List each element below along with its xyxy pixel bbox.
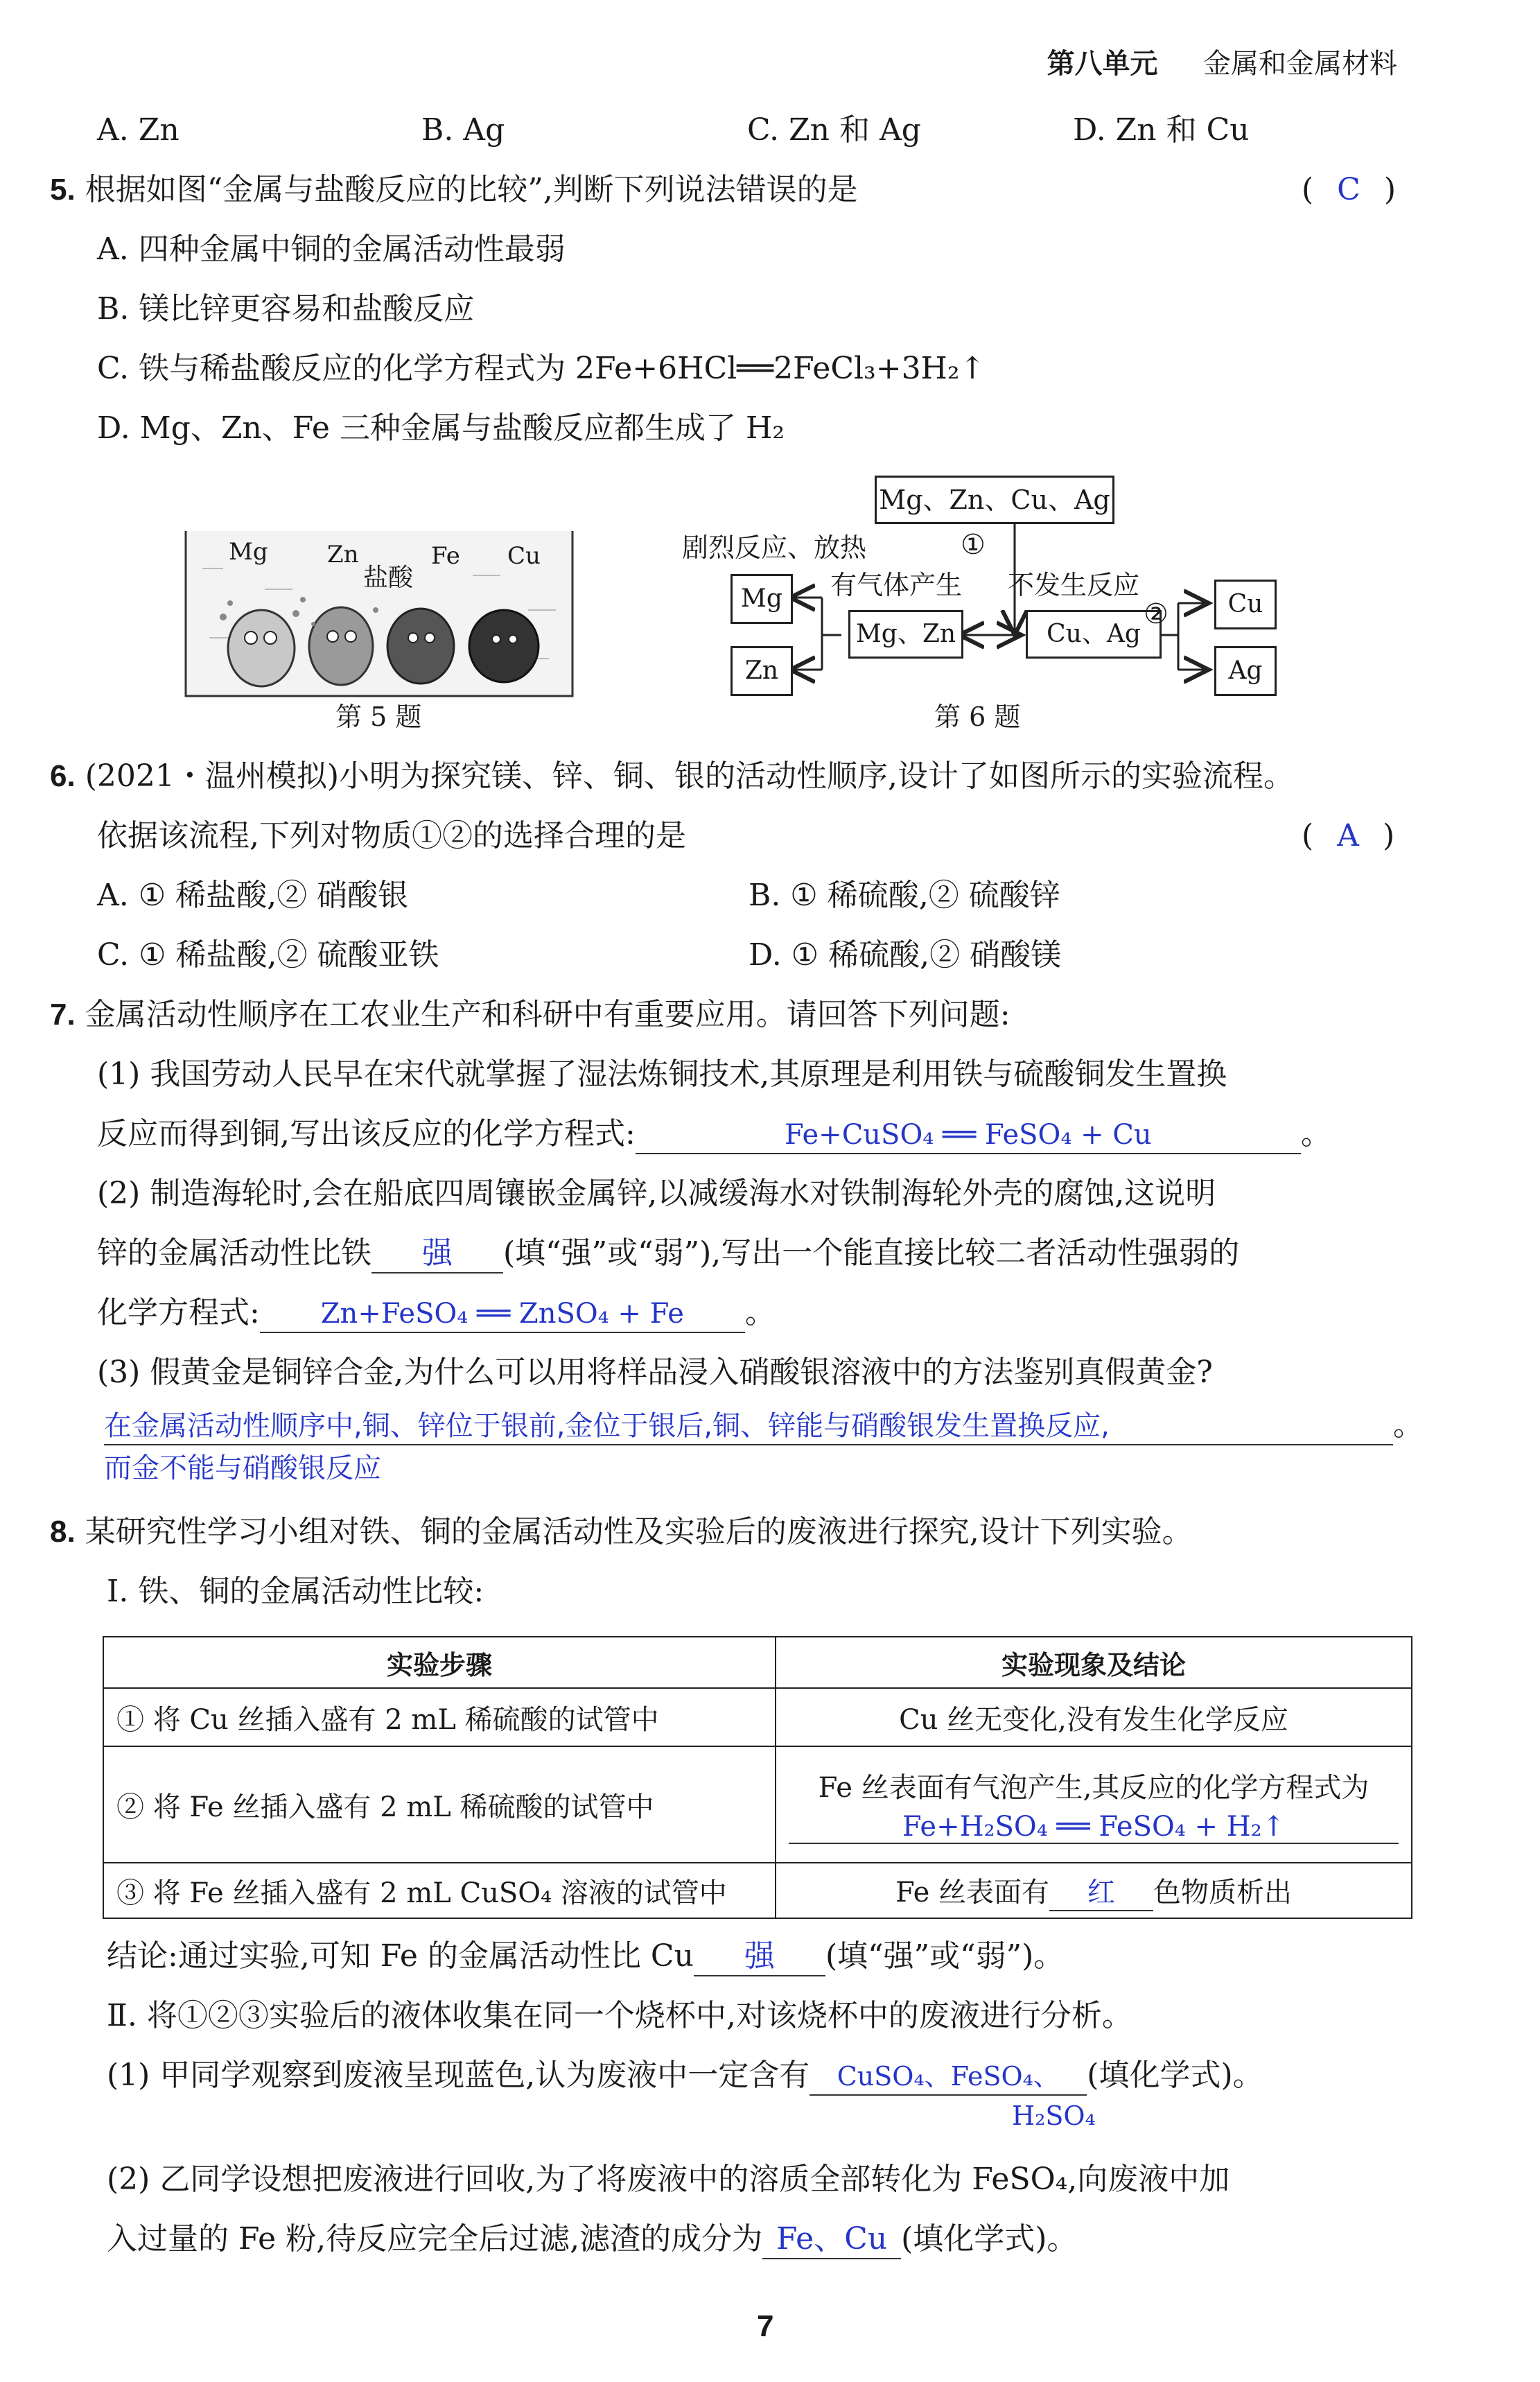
q7-part1-line2: 反应而得到铜,写出该反应的化学方程式: Fe+CuSO₄ ══ FeSO₄ + Cu 。 xyxy=(97,1116,1331,1154)
metal-label-fe: Fe xyxy=(431,542,460,570)
step-cell: ③ 将 Fe 丝插入盛有 2 mL CuSO₄ 溶液的试管中 xyxy=(103,1863,776,1918)
q8-part2-q2-answer: Fe、Cu xyxy=(776,2221,888,2257)
q5-option-a: A. 四种金属中铜的金属活动性最弱 xyxy=(97,232,566,267)
q6-stem-line2: 依据该流程,下列对物质①②的选择合理的是 xyxy=(97,818,686,853)
q5-stem-text: 根据如图“金属与盐酸反应的比较”,判断下列说法错误的是 xyxy=(85,172,858,207)
q8-stem xyxy=(50,1514,1193,1551)
q7-part2-answer2: Zn+FeSO₄ ══ ZnSO₄ + Fe xyxy=(320,1298,684,1330)
zn-character-icon xyxy=(309,607,373,685)
q8-part2-q1-answer1: CuSO₄、FeSO₄、 xyxy=(837,2061,1060,2092)
q5-option-d: D. Mg、Zn、Fe 三种金属与盐酸反应都生成了 H₂ xyxy=(97,410,785,446)
flow-box-all-metals: Mg、Zn、Cu、Ag xyxy=(875,476,1114,524)
q8-stem-text: 某研究性学习小组对铁、铜的金属活动性及实验后的废液进行探究,设计下列实验。 xyxy=(85,1514,1193,1549)
q7-part3-answer1: 在金属活动性顺序中,铜、锌位于银前,金位于银后,铜、锌能与硝酸银发生置换反应, xyxy=(104,1410,1110,1442)
q8-part2-q1: (1) 甲同学观察到废液呈现蓝色,认为废液中一定含有 CuSO₄、FeSO₄、 (填化学式)。 xyxy=(107,2058,1263,2096)
q5-answer-paren: ( C ) xyxy=(1302,172,1397,207)
mg-character-icon xyxy=(228,610,295,686)
cu-character-icon xyxy=(469,610,539,682)
q7-part2-line2: 锌的金属活动性比铁 强 (填“强”或“弱”),写出一个能直接比较二者活动性强弱的 xyxy=(97,1235,1239,1273)
q6-answer-paren: ( A ) xyxy=(1302,818,1395,853)
metal-label-cu: Cu xyxy=(507,542,541,570)
q8-conclusion-answer: 强 xyxy=(744,1938,775,1974)
q7-part2-line3: 化学方程式: Zn+FeSO₄ ══ ZnSO₄ + Fe 。 xyxy=(97,1295,776,1333)
q7-part3-line1: (3) 假黄金是铜锌合金,为什么可以用将样品浸入硝酸银溶液中的方法鉴别真假黄金? xyxy=(97,1355,1213,1390)
q8-part2-q2-line2: 入过量的 Fe 粉,待反应完全后过滤,滤渣的成分为 Fe、Cu (填化学式)。 xyxy=(107,2221,1077,2259)
q6-option-a: A. ① 稀盐酸,② 硝酸银 xyxy=(97,878,409,913)
question-number: 5. xyxy=(50,173,76,207)
flow-mark-2: ② xyxy=(1144,598,1169,630)
result-cell: Fe 丝表面有 红 色物质析出 xyxy=(776,1863,1412,1918)
q6-answer: A xyxy=(1337,818,1359,853)
flow-box-mg: Mg xyxy=(730,574,793,624)
unit-label: 第八单元 xyxy=(1047,48,1158,80)
q5-figure xyxy=(182,527,577,700)
result-cell: Fe 丝表面有气泡产生,其反应的化学方程式为 Fe+H₂SO₄ ══ FeSO₄ + H₂↑ xyxy=(776,1746,1412,1863)
acid-label: 盐酸 xyxy=(363,564,414,592)
q7-part1-line1: (1) 我国劳动人民早在宋代就掌握了湿法炼铜技术,其原理是利用铁与硫酸铜发生置换 xyxy=(97,1057,1227,1092)
fe-character-icon xyxy=(387,609,454,684)
q5-stem xyxy=(50,172,858,209)
q7-part2-line1: (2) 制造海轮时,会在船底四周镶嵌金属锌,以减缓海水对铁制海轮外壳的腐蚀,这说明 xyxy=(97,1176,1216,1211)
flow-box-zn: Zn xyxy=(730,646,793,696)
q7-part3-answer2: 而金不能与硝酸银反应 xyxy=(104,1452,381,1484)
step-cell: ② 将 Fe 丝插入盛有 2 mL 稀硫酸的试管中 xyxy=(103,1746,776,1863)
flow-box-cu: Cu xyxy=(1214,580,1277,629)
running-header xyxy=(1047,47,1397,80)
q8-part2-q1-answer2: H₂SO₄ xyxy=(1012,2101,1096,2131)
q6-stem-line1 xyxy=(50,758,1294,795)
question-number: 8. xyxy=(50,1515,76,1549)
q6-line1-text: (2021・温州模拟)小明为探究镁、锌、铜、银的活动性顺序,设计了如图所示的实验流程。 xyxy=(85,758,1294,794)
q8-part2-q2-line1: (2) 乙同学设想把废液进行回收,为了将废液中的溶质全部转化为 FeSO₄,向废液中加 xyxy=(107,2162,1230,2197)
row2-answer: Fe+H₂SO₄ ══ FeSO₄ + H₂↑ xyxy=(902,1810,1286,1843)
q4-option-c: C. Zn 和 Ag xyxy=(747,112,921,148)
table-row xyxy=(103,1688,1412,1746)
q7-stem xyxy=(50,997,1010,1034)
table-header-result: 实验现象及结论 xyxy=(776,1637,1412,1688)
metal-label-mg: Mg xyxy=(229,538,268,566)
q8-part2-title: Ⅱ. 将①②③实验后的液体收集在同一个烧杯中,对该烧杯中的废液进行分析。 xyxy=(107,1998,1132,2033)
q6-option-d: D. ① 稀硫酸,② 硝酸镁 xyxy=(749,937,1062,973)
experiment-table xyxy=(103,1636,1412,1919)
q5-answer: C xyxy=(1337,172,1360,207)
table-row xyxy=(103,1746,1412,1863)
q7-part2-answer1: 强 xyxy=(422,1235,453,1271)
page-number: 7 xyxy=(757,2309,774,2343)
result-cell: Cu 丝无变化,没有发生化学反应 xyxy=(776,1688,1412,1746)
q5-figure-caption: 第 5 题 xyxy=(335,702,422,732)
q8-part1-title: Ⅰ. 铁、铜的金属活动性比较: xyxy=(107,1574,484,1609)
flow-box-mg-zn: Mg、Zn xyxy=(848,610,963,659)
question-number: 7. xyxy=(50,998,76,1032)
q5-option-b: B. 镁比锌更容易和盐酸反应 xyxy=(97,291,475,327)
question-number: 6. xyxy=(50,759,76,793)
row3-answer: 红 xyxy=(1087,1876,1115,1909)
table-header-step: 实验步骤 xyxy=(103,1637,776,1688)
q4-option-a: A. Zn xyxy=(97,112,180,148)
flow-box-ag: Ag xyxy=(1214,646,1277,696)
flow-box-cu-ag: Cu、Ag xyxy=(1026,610,1162,659)
step-cell: ① 将 Cu 丝插入盛有 2 mL 稀硫酸的试管中 xyxy=(103,1688,776,1746)
q7-stem-text: 金属活动性顺序在工农业生产和科研中有重要应用。请回答下列问题: xyxy=(85,997,1010,1032)
q6-option-c: C. ① 稀盐酸,② 硫酸亚铁 xyxy=(97,937,439,973)
q8-conclusion: 结论:通过实验,可知 Fe 的金属活动性比 Cu 强 (填“强”或“弱”)。 xyxy=(107,1938,1064,1976)
flow-label-none: 不发生反应 xyxy=(1008,570,1140,600)
q7-part1-answer: Fe+CuSO₄ ══ FeSO₄ + Cu xyxy=(784,1119,1152,1151)
q6-figure-caption: 第 6 题 xyxy=(934,702,1021,732)
q5-option-c: C. 铁与稀盐酸反应的化学方程式为 2Fe+6HCl══2FeCl₃+3H₂↑ xyxy=(97,351,986,386)
q4-option-d: D. Zn 和 Cu xyxy=(1073,112,1250,148)
q7-part3-answer-line1: 在金属活动性顺序中,铜、锌位于银前,金位于银后,铜、锌能与硝酸银发生置换反应, 。 xyxy=(104,1407,1424,1445)
flow-mark-1: ① xyxy=(961,529,986,561)
table-row xyxy=(103,1863,1412,1918)
flow-label-violent: 剧烈反应、放热 xyxy=(682,532,867,563)
q6-option-b: B. ① 稀硫酸,② 硫酸锌 xyxy=(749,878,1060,913)
flow-label-gas: 有气体产生 xyxy=(830,570,963,600)
q4-option-b: B. Ag xyxy=(421,112,505,148)
subject-label: 金属和金属材料 xyxy=(1203,48,1397,80)
metal-label-zn: Zn xyxy=(327,541,359,568)
